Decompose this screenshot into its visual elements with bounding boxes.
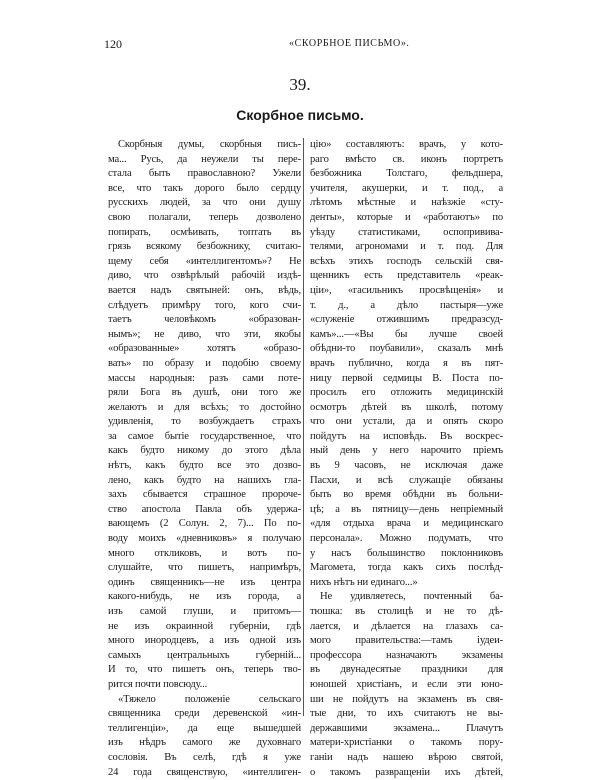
text-line: вать» по образу и подобію своему <box>108 357 301 369</box>
text-line: ма... Русь, да неужели ты пере- <box>108 153 301 165</box>
text-line: много откликовъ, и вотъ по- <box>108 547 301 559</box>
text-line: ство апостола Павла объ удержа- <box>108 503 301 515</box>
text-line: раго вмѣсто св. иконъ портретъ <box>310 153 503 165</box>
text-line: рится почти повсюду... <box>108 678 208 690</box>
text-line: тюшка: въ столицѣ и не то дѣ- <box>310 606 503 617</box>
text-line: вается надъ святыней: онъ, вѣдь, <box>108 284 301 296</box>
text-line: нѣтъ, какъ будто все это дозво- <box>108 460 301 472</box>
text-line: все, что такъ дорого было сердцу <box>108 182 301 194</box>
text-line: Магомета, тогда какъ сихъ послѣд- <box>310 562 503 574</box>
text-line: тые дни, то ихъ считаютъ не вы- <box>310 708 503 720</box>
text-line: желаютъ и для всѣхъ; то достойно <box>108 401 301 413</box>
text-line: захъ сбывается страшное пророче- <box>108 489 301 501</box>
page-header <box>104 37 504 53</box>
text-line: слушайте, что пишетъ, напримѣръ, <box>108 562 301 574</box>
text-line: пойдутъ на исповѣдь. Въ воскрес- <box>310 430 503 442</box>
text-line: что они устали, да и опять скоро <box>310 416 503 428</box>
text-line: самыхъ центральныхъ губерній... <box>108 649 301 661</box>
text-line: Скорбныя думы, скорбныя пись- <box>118 139 301 150</box>
text-line: за самое бытіе государственное, что <box>108 430 301 442</box>
text-line: попирать, осмѣивать, топтать въ <box>108 226 301 238</box>
text-line: лается, и дѣлается на глазахъ са- <box>310 620 503 632</box>
text-line: изъ нѣдръ самого же духовнаго <box>108 737 301 749</box>
text-line: «Тяжело положеніе сельскаго <box>118 693 301 705</box>
text-line: стала быть православною? Ужели <box>108 168 301 180</box>
text-line: грязь всякому безбожнику, считаю- <box>108 241 301 253</box>
text-line: Не удивляетесь, почтенный ба- <box>320 591 503 603</box>
text-line: какъ будто никому до этого дѣла <box>108 445 301 457</box>
text-line: ряли Бога въ душѣ, они того же <box>108 387 301 399</box>
text-line: юношей христіанъ, и если эти юно- <box>310 678 503 690</box>
text-line: уѣзду статистиками, оспопривива- <box>310 226 503 238</box>
text-line: ши не пойдутъ на экзаменъ въ свя- <box>310 693 503 705</box>
text-line: врачъ публично, когда я въ пят- <box>310 357 503 369</box>
chapter-number: 39. <box>289 75 311 94</box>
text-line: лено, какъ будто на нашихъ гла- <box>108 474 301 486</box>
left-column <box>108 138 301 780</box>
text-line: одинъ священникъ—не изъ центра <box>108 576 301 588</box>
text-line: священника среди деревенской «ин- <box>108 708 301 720</box>
text-line: свою полагали, теперь дозволено <box>108 211 301 223</box>
text-line: обѣдни-то поубавили», сказалъ мнѣ <box>310 343 503 355</box>
text-line: камъ»...—«Вы бы лучше своей <box>310 328 503 340</box>
text-line: удивленія, то возбуждаетъ страхъ <box>108 416 301 428</box>
text-line: изъ самой глуши, и притомъ— <box>108 606 301 617</box>
text-line: профессора назначаютъ экзамены <box>310 649 503 661</box>
right-column <box>310 138 503 780</box>
text-line: быть во время обѣдни въ больни- <box>310 489 503 501</box>
running-title: «СКОРБНОЕ ПИСЬМО». <box>289 38 410 49</box>
text-line: т. д., а дѣло пастыря—уже <box>310 299 503 311</box>
page-number: 120 <box>104 37 122 51</box>
text-line: много инородцевъ, а изъ одной изъ <box>108 635 301 647</box>
text-line: 24 года священствую, «интеллиген- <box>108 766 301 778</box>
text-line: персонала». Можно подумать, что <box>310 533 503 545</box>
text-line: ный день у него нарочито пріемъ <box>310 445 503 457</box>
text-line: ганіи надъ нашею вѣрою святой, <box>310 751 503 763</box>
text-line: вающемъ (2 Солун. 2, 7)... По по- <box>108 518 301 530</box>
text-line: слѣдуетъ примѣру того, кого счи- <box>108 299 301 311</box>
text-line: цію» составляютъ: врачъ, у кото- <box>310 139 503 150</box>
text-line: матери-христіанки о такомъ пору- <box>310 737 503 749</box>
text-line: учителя, акушерки, и т. под., а <box>310 182 503 194</box>
text-line: цѣ; а въ пятницу—день непріемный <box>310 503 503 515</box>
text-line: воду моихъ «дневниковъ» я получаю <box>108 533 301 545</box>
text-line: ціи», «гасильникъ просвѣщенія» и <box>310 284 503 296</box>
text-line: осмотръ дѣтей въ школѣ, потому <box>310 401 503 413</box>
text-line: массы народныя: разъ сами поте- <box>108 372 301 384</box>
text-line: «служеніе отжившимъ предразсуд- <box>310 314 503 326</box>
text-line: «для отдыха врача и медицинскаго <box>310 518 503 530</box>
text-line: просилъ его отложить медицинскій <box>310 387 503 399</box>
text-line: денты», которые и «работаютъ» по <box>310 211 503 223</box>
text-line: нымъ»; не диво, что эти, якобы <box>108 328 301 340</box>
text-line: какого-нибудь, не изъ города, а <box>108 591 301 603</box>
text-line: въ 9 часовъ, не исключая даже <box>310 460 503 472</box>
text-line: у насъ большинство поклонниковъ <box>310 547 503 559</box>
article-title: Скорбное письмо. <box>236 107 364 123</box>
text-line: диво, что озвѣрѣлый рабочій издѣ- <box>108 270 301 282</box>
text-line: о такомъ развращеніи ихъ дѣтей, <box>310 766 503 778</box>
text-line: таетъ человѣкомъ «образован- <box>108 314 301 326</box>
column-divider <box>303 138 304 716</box>
text-line: безбожника Толстаго, фельдшера, <box>310 168 503 180</box>
text-line: щему себя «интеллигентомъ»? Не <box>108 255 301 267</box>
text-line: ницу первой седмицы В. Поста по- <box>310 372 503 384</box>
text-line: мого правительства:—тамъ іудеи- <box>310 635 503 647</box>
text-line: въ двунадесятые праздники для <box>310 664 503 676</box>
text-line: русскихъ людей, за что они душу <box>108 197 301 209</box>
text-line: телями, агрономами и т. под. Для <box>310 241 503 253</box>
text-line: всѣхъ этихъ господъ сельскій свя- <box>310 255 503 267</box>
text-line: Пасхи, и всѣ служащіе обязаны <box>310 474 503 486</box>
text-line: И то, что пишетъ онъ, теперь тво- <box>108 664 301 676</box>
text-line: щенникъ есть представитель «реак- <box>310 270 503 282</box>
text-line: «образованные» хотятъ «образо- <box>108 343 301 355</box>
text-line: нихъ нѣтъ ни единаго...» <box>310 576 418 588</box>
text-line: теллигенціи», да еще вышедшей <box>108 722 301 734</box>
text-line: державшими экзамена... Плачутъ <box>310 722 503 734</box>
text-line: сословія. Въ селѣ, гдѣ я уже <box>108 751 301 763</box>
text-line: лѣтомъ мѣстные и наѣзжіе «сту- <box>310 197 503 209</box>
text-line: не изъ окраинной губерніи, гдѣ <box>108 620 301 632</box>
